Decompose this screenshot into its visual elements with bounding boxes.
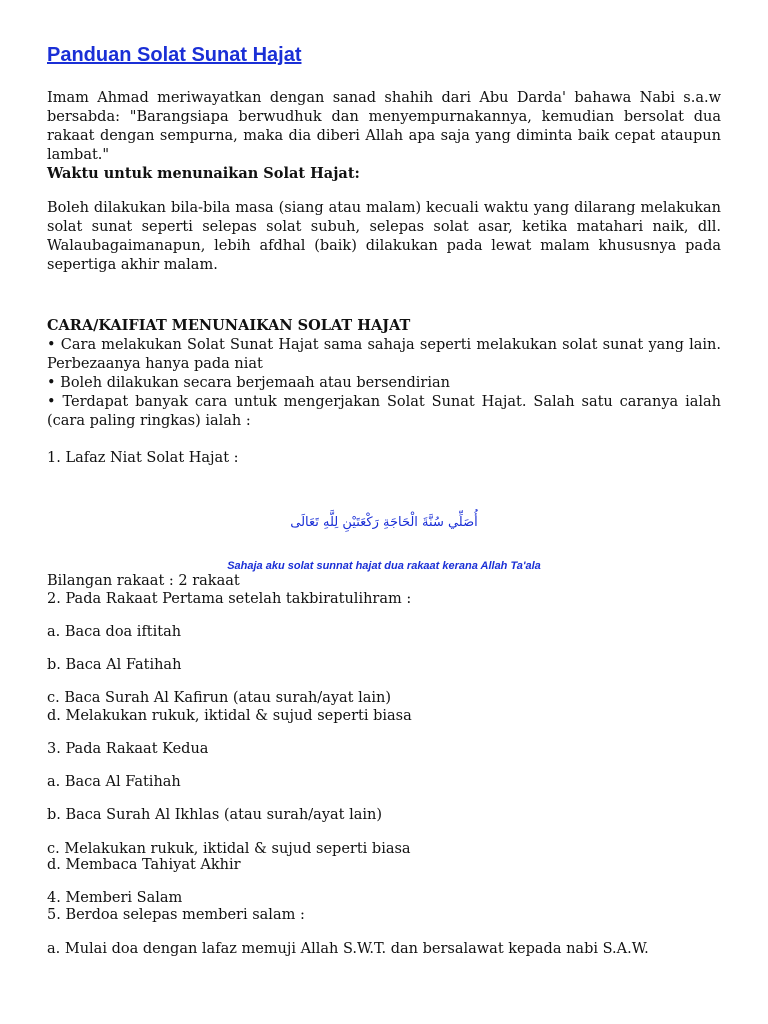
cara-heading: CARA/KAIFIAT MENUNAIKAN SOLAT HAJAT — [47, 317, 411, 334]
step-line: 3. Pada Rakaat Kedua — [47, 741, 209, 757]
step-line: a. Baca doa iftitah — [47, 624, 182, 640]
step-line: c. Baca Surah Al Kafirun (atau surah/ayat lain) — [47, 690, 392, 706]
step-line: Bilangan rakaat : 2 rakaat — [47, 573, 240, 589]
page-title[interactable]: Panduan Solat Sunat Hajat — [47, 44, 302, 66]
bullet-item: • Cara melakukan Solat Sunat Hajat sama sahaja seperti melakukan solat sunat yang lain. Perbezaanya hanya pada niat — [47, 337, 721, 372]
step-line: a. Baca Al Fatihah — [47, 774, 181, 790]
lafaz-niat-label: 1. Lafaz Niat Solat Hajat : — [47, 450, 239, 466]
step-line: d. Membaca Tahiyat Akhir — [47, 857, 241, 873]
step-line: c. Melakukan rukuk, iktidal & sujud seperti biasa — [47, 841, 411, 857]
step-line: 4. Memberi Salam — [47, 890, 183, 906]
step-line: d. Melakukan rukuk, iktidal & sujud seperti biasa — [47, 708, 412, 724]
step-line: 5. Berdoa selepas memberi salam : — [47, 907, 305, 923]
intro-paragraph: Imam Ahmad meriwayatkan dengan sanad shahih dari Abu Darda' bahawa Nabi s.a.w bersabda: "Barangsiapa berwudhuk dan menyempurnakannya, kemudian bersolat dua rakaat dengan sempurna, maka dia diberi Allah apa saja yang diminta baik cepat ataupun lambat." — [47, 90, 721, 163]
arabic-niat: أُصَلِّي سُنَّةَ الْحَاجَةِ رَكْعَتَيْنِ لِلَّهِ تَعَالَى — [290, 515, 478, 530]
bullet-item: • Boleh dilakukan secara berjemaah atau bersendirian — [47, 375, 450, 391]
waktu-paragraph: Boleh dilakukan bila-bila masa (siang atau malam) kecuali waktu yang dilarang melakukan solat sunat seperti selepas solat subuh, selepas solat asar, ketika matahari naik, dll. Walaubagaimanapun, lebih afdhal (baik) dilakukan pada lewat malam khususnya pada sepertiga akhir malam. — [47, 200, 721, 273]
bullet-item: • Terdapat banyak cara untuk mengerjakan Solat Sunat Hajat. Salah satu caranya ialah (cara paling ringkas) ialah : — [47, 394, 721, 429]
step-line: b. Baca Al Fatihah — [47, 657, 182, 673]
niat-translation: Sahaja aku solat sunnat hajat dua rakaat kerana Allah Ta'ala — [227, 560, 541, 572]
step-line: b. Baca Surah Al Ikhlas (atau surah/ayat lain) — [47, 807, 383, 823]
step-line: a. Mulai doa dengan lafaz memuji Allah S.W.T. dan bersalawat kepada nabi S.A.W. — [47, 941, 649, 957]
waktu-heading: Waktu untuk menunaikan Solat Hajat: — [47, 165, 360, 182]
step-line: 2. Pada Rakaat Pertama setelah takbiratulihram : — [47, 591, 412, 607]
